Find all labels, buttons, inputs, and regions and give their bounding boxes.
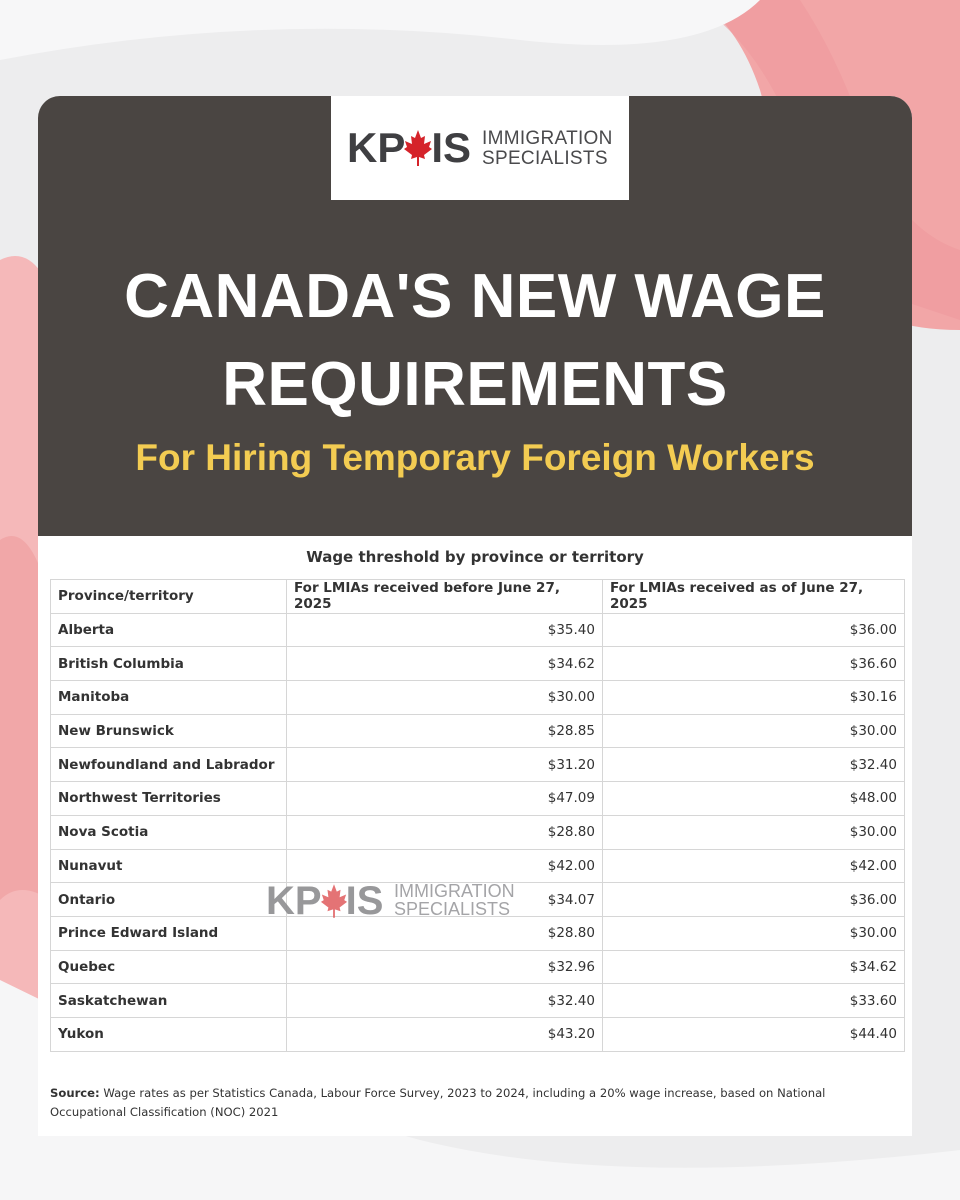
table-row (51, 613, 905, 647)
wage-before-cell: $28.80 (287, 916, 603, 950)
province-cell: Newfoundland and Labrador (51, 748, 287, 782)
province-cell: Manitoba (51, 681, 287, 715)
logo-word-immigration: IMMIGRATION (482, 128, 613, 149)
table-caption: Wage threshold by province or territory (306, 548, 644, 566)
wage-before-cell: $34.62 (287, 647, 603, 681)
wage-as-of-cell: $30.00 (603, 815, 905, 849)
column-header-as-of: For LMIAs received as of June 27, 2025 (603, 580, 905, 614)
wage-before-cell: $28.80 (287, 815, 603, 849)
province-cell: British Columbia (51, 647, 287, 681)
source-text: Wage rates as per Statistics Canada, Labour Force Survey, 2023 to 2024, including a 20% wage increase, based on National Occupational Classification (NOC) 2021 (50, 1086, 826, 1119)
infographic-card (38, 96, 912, 1136)
province-cell: Northwest Territories (51, 782, 287, 816)
wage-before-cell: $42.00 (287, 849, 603, 883)
column-header-before: For LMIAs received before June 27, 2025 (287, 580, 603, 614)
table-row (51, 815, 905, 849)
table-row (51, 916, 905, 950)
wage-before-cell: $47.09 (287, 782, 603, 816)
province-cell: Saskatchewan (51, 984, 287, 1018)
table-row (51, 1017, 905, 1051)
province-cell: Quebec (51, 950, 287, 984)
province-cell: Yukon (51, 1017, 287, 1051)
watermark-word-immigration: IMMIGRATION (394, 881, 515, 901)
wage-as-of-cell: $36.00 (603, 613, 905, 647)
wage-before-cell: $32.96 (287, 950, 603, 984)
wage-before-cell: $30.00 (287, 681, 603, 715)
wage-as-of-cell: $30.16 (603, 681, 905, 715)
wage-as-of-cell: $30.00 (603, 714, 905, 748)
province-cell: Nunavut (51, 849, 287, 883)
table-row (51, 748, 905, 782)
table-row (51, 647, 905, 681)
watermark-mark (266, 879, 384, 923)
province-cell: Ontario (51, 883, 287, 917)
wage-before-cell: $34.07 (287, 883, 603, 917)
wage-as-of-cell: $36.00 (603, 883, 905, 917)
province-cell: Nova Scotia (51, 815, 287, 849)
wage-before-cell: $43.20 (287, 1017, 603, 1051)
logo-letters-right: IS (431, 124, 472, 171)
province-cell: New Brunswick (51, 714, 287, 748)
logo-letters-left: KP (347, 124, 406, 171)
table-row (51, 714, 905, 748)
watermark-letters-left: KP (266, 879, 322, 923)
table-row (51, 984, 905, 1018)
watermark-maple-leaf-icon (320, 882, 348, 920)
wage-as-of-cell: $48.00 (603, 782, 905, 816)
maple-leaf-icon (403, 128, 433, 168)
table-row (51, 681, 905, 715)
logo-mark (347, 124, 472, 171)
table-row (51, 849, 905, 883)
wage-as-of-cell: $30.00 (603, 916, 905, 950)
headline-subtitle: For Hiring Temporary Foreign Workers (135, 437, 815, 478)
watermark-letters-right: IS (345, 879, 384, 923)
wage-before-cell: $32.40 (287, 984, 603, 1018)
logo-word-specialists: SPECIALISTS (482, 148, 608, 169)
table-header-row (51, 580, 905, 614)
wage-as-of-cell: $42.00 (603, 849, 905, 883)
header-panel (38, 96, 912, 536)
province-cell: Alberta (51, 613, 287, 647)
headline-line-2: REQUIREMENTS (222, 350, 728, 419)
wage-threshold-table (50, 579, 905, 1052)
headline-line-1: CANADA'S NEW WAGE (124, 262, 826, 331)
source-note (50, 1084, 890, 1122)
brand-logo (331, 96, 629, 200)
province-cell: Prince Edward Island (51, 916, 287, 950)
wage-as-of-cell: $32.40 (603, 748, 905, 782)
wage-before-cell: $31.20 (287, 748, 603, 782)
watermark-word-specialists: SPECIALISTS (394, 899, 511, 919)
table-row (51, 782, 905, 816)
wage-as-of-cell: $34.62 (603, 950, 905, 984)
wage-as-of-cell: $33.60 (603, 984, 905, 1018)
wage-before-cell: $28.85 (287, 714, 603, 748)
wage-as-of-cell: $44.40 (603, 1017, 905, 1051)
table-row (51, 950, 905, 984)
source-label: Source: (50, 1086, 100, 1100)
wage-as-of-cell: $36.60 (603, 647, 905, 681)
wage-before-cell: $35.40 (287, 613, 603, 647)
column-header-province: Province/territory (51, 580, 287, 614)
